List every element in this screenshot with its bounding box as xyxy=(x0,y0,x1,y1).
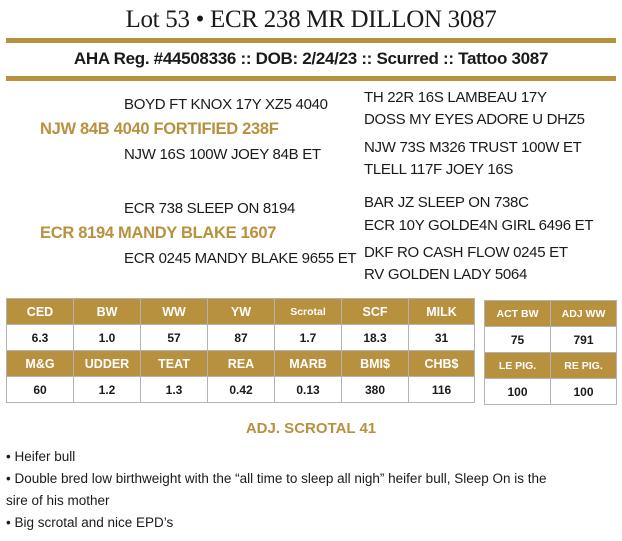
epd-header-milk: MILK xyxy=(409,299,475,325)
epd-header-bmi: BMI$ xyxy=(342,351,409,377)
epd-value-scf: 18.3 xyxy=(342,325,409,351)
sire-dam-dam: TLELL 117F JOEY 16S xyxy=(364,161,514,178)
sire-sire-sire: TH 22R 16S LAMBEAU 17Y xyxy=(364,89,547,106)
epd-header-scf: SCF xyxy=(342,299,409,325)
sire-sire: BOYD FT KNOX 17Y XZ5 4040 xyxy=(124,96,328,113)
epd-value-scrotal: 1.7 xyxy=(275,325,342,351)
value-re-pig: 100 xyxy=(551,379,617,405)
dam-sire-sire: BAR JZ SLEEP ON 738C xyxy=(364,194,529,211)
epd-value-ced: 6.3 xyxy=(7,325,74,351)
epd-header-rea: REA xyxy=(208,351,275,377)
epd-value-yw: 87 xyxy=(208,325,275,351)
note-item: • Heifer bull xyxy=(6,449,76,464)
sire-sire-dam: DOSS MY EYES ADORE U DHZ5 xyxy=(364,111,585,128)
epd-value-udder: 1.2 xyxy=(74,377,141,403)
epd-header-yw: YW xyxy=(208,299,275,325)
registration-line: AHA Reg. #44508336 :: DOB: 2/24/23 :: Scurred :: Tattoo 3087 xyxy=(73,49,549,68)
epd-header-udder: UDDER xyxy=(74,351,141,377)
lot-title: Lot 53 • ECR 238 MR DILLON 3087 xyxy=(125,6,497,33)
epd-value-mg: 60 xyxy=(7,377,74,403)
epd-header-row-2 xyxy=(7,351,475,377)
epd-header-marb: MARB xyxy=(275,351,342,377)
epd-value-ww: 57 xyxy=(141,325,208,351)
value-adj-ww: 791 xyxy=(551,327,617,353)
dam-name: ECR 8194 MANDY BLAKE 1607 xyxy=(40,224,277,242)
value-le-pig: 100 xyxy=(485,379,551,405)
adj-scrotal: ADJ. SCROTAL 41 xyxy=(245,420,377,437)
epd-value-teat: 1.3 xyxy=(141,377,208,403)
epd-value-bmi: 380 xyxy=(342,377,409,403)
epd-header-ced: CED xyxy=(7,299,74,325)
actual-measures-table xyxy=(484,300,617,405)
epd-value-marb: 0.13 xyxy=(275,377,342,403)
epd-value-row-1 xyxy=(7,325,475,351)
note-item: • Big scrotal and nice EPD’s xyxy=(6,515,174,530)
value-act-bw: 75 xyxy=(485,327,551,353)
header-adj-ww: ADJ WW xyxy=(551,301,617,327)
epd-header-mg: M&G xyxy=(7,351,74,377)
epd-value-chb: 116 xyxy=(409,377,475,403)
epd-value-milk: 31 xyxy=(409,325,475,351)
dam-dam-sire: DKF RO CASH FLOW 0245 ET xyxy=(364,244,568,261)
note-item: sire of his mother xyxy=(6,493,110,508)
dam-dam: ECR 0245 MANDY BLAKE 9655 ET xyxy=(124,250,357,267)
top-gold-rule xyxy=(6,38,616,43)
sire-name: NJW 84B 4040 FORTIFIED 238F xyxy=(40,120,279,138)
notes-list xyxy=(6,446,606,534)
epd-value-bw: 1.0 xyxy=(74,325,141,351)
epd-header-ww: WW xyxy=(141,299,208,325)
header-act-bw: ACT BW xyxy=(485,301,551,327)
header-le-pig: LE PIG. xyxy=(485,353,551,379)
epd-header-bw: BW xyxy=(74,299,141,325)
epd-header-scrotal: Scrotal xyxy=(275,299,342,325)
actual-header-row-1 xyxy=(485,301,617,327)
actual-value-row-1 xyxy=(485,327,617,353)
dam-sire-dam: ECR 10Y GOLDE4N GIRL 6496 ET xyxy=(364,217,594,234)
epd-header-teat: TEAT xyxy=(141,351,208,377)
sire-dam: NJW 16S 100W JOEY 84B ET xyxy=(124,146,321,163)
actual-value-row-2 xyxy=(485,379,617,405)
epd-value-rea: 0.42 xyxy=(208,377,275,403)
actual-header-row-2 xyxy=(485,353,617,379)
epd-header-chb: CHB$ xyxy=(409,351,475,377)
dam-dam-dam: RV GOLDEN LADY 5064 xyxy=(364,266,527,283)
note-item: • Double bred low birthweight with the “all time to sleep all nigh” heifer bull, Sleep On is the xyxy=(6,471,547,486)
bottom-gold-rule xyxy=(6,76,616,81)
epd-header-row-1 xyxy=(7,299,475,325)
epd-value-row-2 xyxy=(7,377,475,403)
dam-sire: ECR 738 SLEEP ON 8194 xyxy=(124,200,296,217)
sire-dam-sire: NJW 73S M326 TRUST 100W ET xyxy=(364,139,582,156)
epd-table xyxy=(6,298,475,403)
header-re-pig: RE PIG. xyxy=(551,353,617,379)
